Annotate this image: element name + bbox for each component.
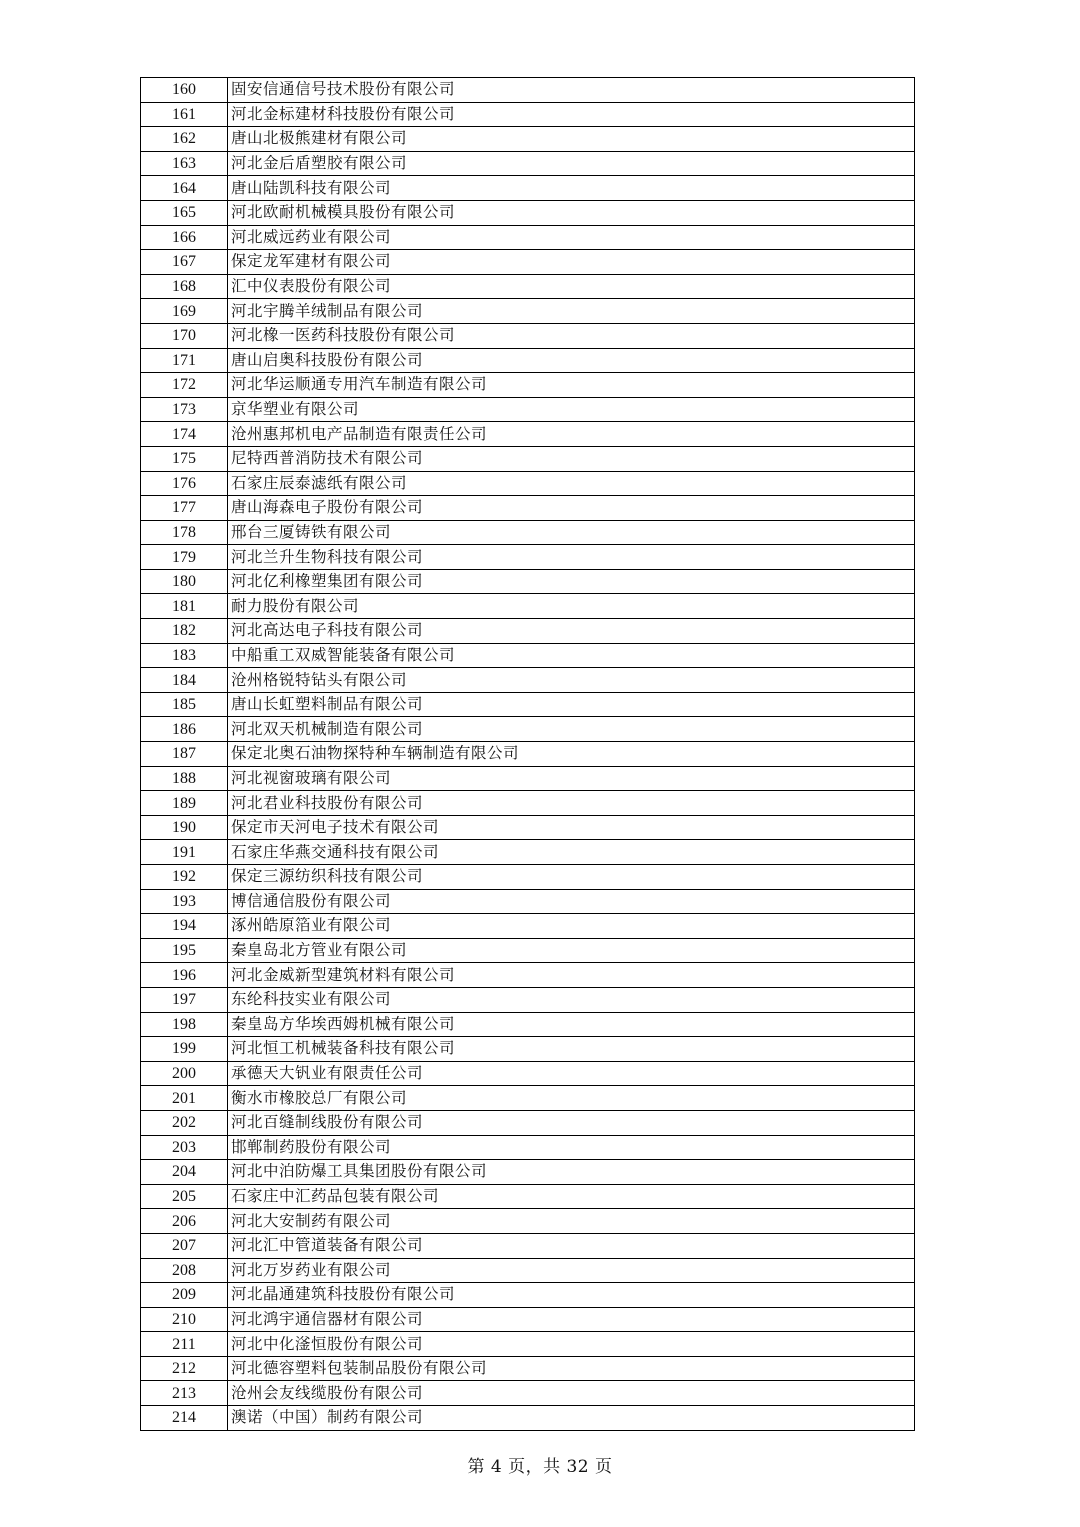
company-name-cell: 唐山陆凯科技有限公司 [228,176,915,201]
company-name-cell: 澳诺（中国）制药有限公司 [228,1406,915,1431]
company-name-cell: 唐山启奥科技股份有限公司 [228,348,915,373]
row-number-cell: 191 [141,840,228,865]
table-row [141,938,915,963]
row-number-cell: 206 [141,1209,228,1234]
row-number-cell: 178 [141,520,228,545]
company-name-cell: 河北鸿宇通信器材有限公司 [228,1307,915,1332]
company-name-cell: 固安信通信号技术股份有限公司 [228,78,915,103]
table-row [141,545,915,570]
company-name-cell: 河北金威新型建筑材料有限公司 [228,963,915,988]
company-name-cell: 衡水市橡胶总厂有限公司 [228,1086,915,1111]
page-number-text: 第 4 页，共 32 页 [467,1457,613,1477]
row-number-cell: 172 [141,373,228,398]
company-name-cell: 保定龙军建材有限公司 [228,250,915,275]
table-row [141,446,915,471]
table-row [141,1135,915,1160]
row-number-cell: 160 [141,78,228,103]
table-row [141,791,915,816]
row-number-cell: 175 [141,446,228,471]
table-row [141,496,915,521]
company-name-cell: 秦皇岛方华埃西姆机械有限公司 [228,1012,915,1037]
row-number-cell: 173 [141,397,228,422]
company-name-cell: 保定北奥石油物探特种车辆制造有限公司 [228,742,915,767]
row-number-cell: 210 [141,1307,228,1332]
row-number-cell: 183 [141,643,228,668]
row-number-cell: 165 [141,200,228,225]
row-number-cell: 179 [141,545,228,570]
company-name-cell: 河北大安制药有限公司 [228,1209,915,1234]
row-number-cell: 207 [141,1233,228,1258]
company-name-cell: 石家庄辰泰滤纸有限公司 [228,471,915,496]
company-name-cell: 河北君业科技股份有限公司 [228,791,915,816]
table-row [141,1356,915,1381]
row-number-cell: 205 [141,1184,228,1209]
table-row [141,1110,915,1135]
table-row [141,102,915,127]
company-name-cell: 中船重工双威智能装备有限公司 [228,643,915,668]
row-number-cell: 208 [141,1258,228,1283]
company-name-cell: 河北百缝制线股份有限公司 [228,1110,915,1135]
row-number-cell: 188 [141,766,228,791]
table-row [141,889,915,914]
row-number-cell: 197 [141,987,228,1012]
table-row [141,176,915,201]
company-name-cell: 唐山北极熊建材有限公司 [228,127,915,152]
table-row [141,1233,915,1258]
row-number-cell: 163 [141,151,228,176]
table-row [141,569,915,594]
company-name-cell: 河北华运顺通专用汽车制造有限公司 [228,373,915,398]
page-footer [0,1452,1080,1477]
row-number-cell: 204 [141,1160,228,1185]
row-number-cell: 203 [141,1135,228,1160]
company-name-cell: 河北亿利橡塑集团有限公司 [228,569,915,594]
company-list-table [140,77,915,1431]
row-number-cell: 167 [141,250,228,275]
row-number-cell: 162 [141,127,228,152]
table-row [141,520,915,545]
company-name-cell: 沧州会友线缆股份有限公司 [228,1381,915,1406]
table-row [141,1258,915,1283]
table-row [141,471,915,496]
company-name-cell: 唐山长虹塑料制品有限公司 [228,692,915,717]
table-body [141,78,915,1431]
company-name-cell: 尼特西普消防技术有限公司 [228,446,915,471]
table-row [141,151,915,176]
table-row [141,78,915,103]
company-name-cell: 河北晶通建筑科技股份有限公司 [228,1283,915,1308]
company-name-cell: 邢台三厦铸铁有限公司 [228,520,915,545]
company-name-cell: 耐力股份有限公司 [228,594,915,619]
company-name-cell: 河北橡一医药科技股份有限公司 [228,323,915,348]
row-number-cell: 189 [141,791,228,816]
company-name-cell: 沧州格锐特钻头有限公司 [228,668,915,693]
row-number-cell: 212 [141,1356,228,1381]
company-name-cell: 保定市天河电子技术有限公司 [228,815,915,840]
row-number-cell: 214 [141,1406,228,1431]
table-row [141,274,915,299]
company-name-cell: 石家庄华燕交通科技有限公司 [228,840,915,865]
row-number-cell: 181 [141,594,228,619]
table-row [141,225,915,250]
company-name-cell: 河北中泊防爆工具集团股份有限公司 [228,1160,915,1185]
table-row [141,373,915,398]
table-row [141,1037,915,1062]
row-number-cell: 195 [141,938,228,963]
company-name-cell: 河北威远药业有限公司 [228,225,915,250]
row-number-cell: 192 [141,865,228,890]
company-name-cell: 河北双天机械制造有限公司 [228,717,915,742]
row-number-cell: 190 [141,815,228,840]
company-name-cell: 河北金后盾塑胶有限公司 [228,151,915,176]
row-number-cell: 168 [141,274,228,299]
company-name-cell: 东纶科技实业有限公司 [228,987,915,1012]
row-number-cell: 199 [141,1037,228,1062]
company-name-cell: 邯郸制药股份有限公司 [228,1135,915,1160]
table-row [141,323,915,348]
company-name-cell: 涿州皓原箔业有限公司 [228,914,915,939]
table-row [141,397,915,422]
table-row [141,1307,915,1332]
row-number-cell: 198 [141,1012,228,1037]
table-row [141,1332,915,1357]
company-name-cell: 博信通信股份有限公司 [228,889,915,914]
company-name-cell: 沧州惠邦机电产品制造有限责任公司 [228,422,915,447]
company-name-cell: 河北欧耐机械模具股份有限公司 [228,200,915,225]
table-row [141,815,915,840]
company-name-cell: 承德天大钒业有限责任公司 [228,1061,915,1086]
table-row [141,1184,915,1209]
table-row [141,717,915,742]
table-row [141,840,915,865]
row-number-cell: 169 [141,299,228,324]
company-name-cell: 河北金标建材科技股份有限公司 [228,102,915,127]
table-row [141,742,915,767]
table-row [141,619,915,644]
table-row [141,1160,915,1185]
row-number-cell: 185 [141,692,228,717]
company-name-cell: 石家庄中汇药品包装有限公司 [228,1184,915,1209]
company-name-cell: 河北德容塑料包装制品股份有限公司 [228,1356,915,1381]
row-number-cell: 196 [141,963,228,988]
row-number-cell: 202 [141,1110,228,1135]
row-number-cell: 182 [141,619,228,644]
company-name-cell: 唐山海森电子股份有限公司 [228,496,915,521]
table-row [141,668,915,693]
table-row [141,594,915,619]
table-row [141,865,915,890]
row-number-cell: 187 [141,742,228,767]
row-number-cell: 193 [141,889,228,914]
row-number-cell: 211 [141,1332,228,1357]
table-row [141,422,915,447]
row-number-cell: 213 [141,1381,228,1406]
row-number-cell: 209 [141,1283,228,1308]
company-name-cell: 河北高达电子科技有限公司 [228,619,915,644]
row-number-cell: 186 [141,717,228,742]
row-number-cell: 176 [141,471,228,496]
table-row [141,1012,915,1037]
table-row [141,348,915,373]
table-row [141,914,915,939]
company-name-cell: 秦皇岛北方管业有限公司 [228,938,915,963]
table-row [141,1283,915,1308]
table-row [141,250,915,275]
table-row [141,1086,915,1111]
row-number-cell: 171 [141,348,228,373]
row-number-cell: 200 [141,1061,228,1086]
company-name-cell: 河北汇中管道装备有限公司 [228,1233,915,1258]
table-row [141,1209,915,1234]
table-row [141,1406,915,1431]
table-row [141,963,915,988]
table-row [141,200,915,225]
row-number-cell: 174 [141,422,228,447]
company-name-cell: 河北万岁药业有限公司 [228,1258,915,1283]
table-row [141,987,915,1012]
row-number-cell: 164 [141,176,228,201]
table-row [141,692,915,717]
table-row [141,766,915,791]
table-row [141,299,915,324]
row-number-cell: 161 [141,102,228,127]
table-row [141,1381,915,1406]
company-name-cell: 河北中化滏恒股份有限公司 [228,1332,915,1357]
company-name-cell: 京华塑业有限公司 [228,397,915,422]
company-name-cell: 河北宇腾羊绒制品有限公司 [228,299,915,324]
company-name-cell: 河北恒工机械装备科技有限公司 [228,1037,915,1062]
table-row [141,127,915,152]
company-name-cell: 汇中仪表股份有限公司 [228,274,915,299]
row-number-cell: 194 [141,914,228,939]
row-number-cell: 170 [141,323,228,348]
table-row [141,1061,915,1086]
row-number-cell: 184 [141,668,228,693]
row-number-cell: 177 [141,496,228,521]
company-name-cell: 河北视窗玻璃有限公司 [228,766,915,791]
table-row [141,643,915,668]
row-number-cell: 180 [141,569,228,594]
row-number-cell: 201 [141,1086,228,1111]
row-number-cell: 166 [141,225,228,250]
company-name-cell: 保定三源纺织科技有限公司 [228,865,915,890]
company-name-cell: 河北兰升生物科技有限公司 [228,545,915,570]
